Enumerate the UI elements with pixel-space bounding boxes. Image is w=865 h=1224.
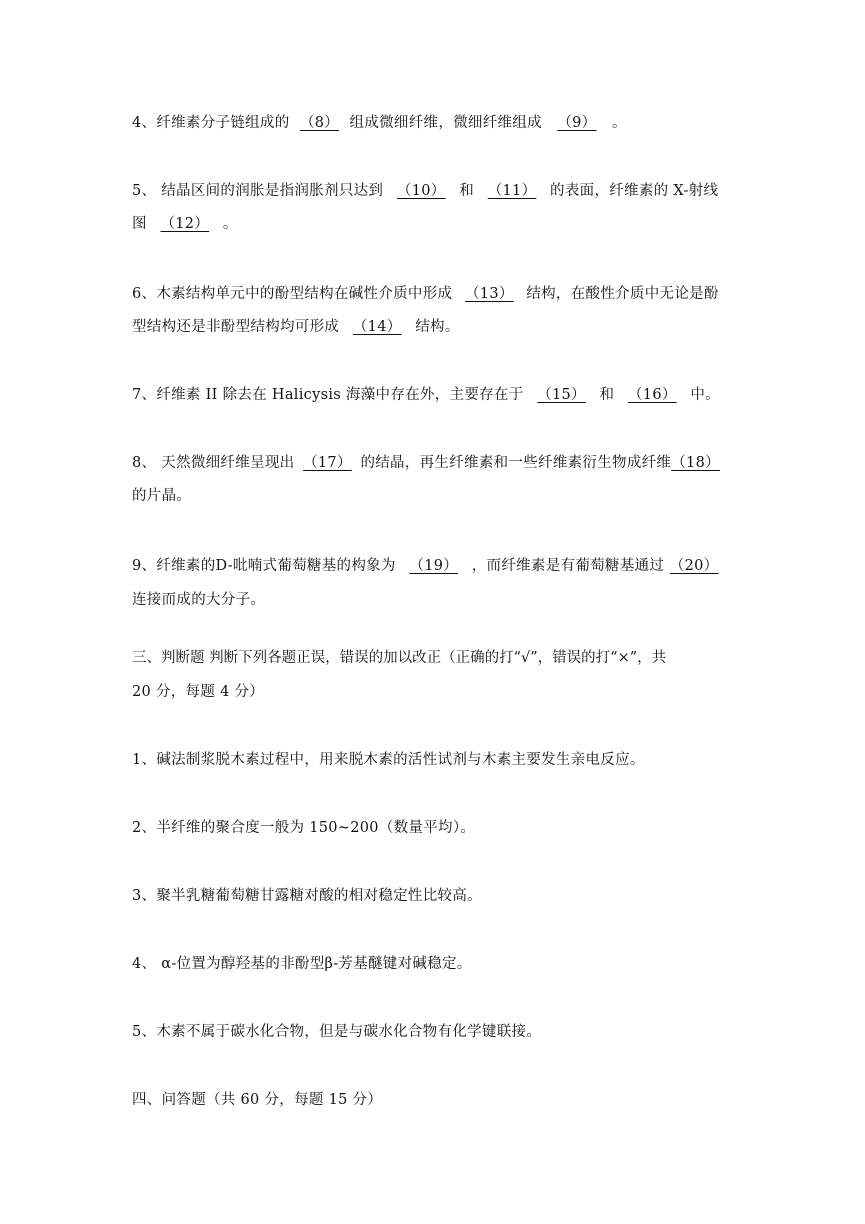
blank-15: （15） xyxy=(537,387,586,403)
blank-10: （10） xyxy=(396,183,446,199)
blank-12: （12） xyxy=(160,216,210,232)
question-6-text-3: 型结构还是非酚型结构均可形成 xyxy=(132,319,340,335)
blank-14: （14） xyxy=(352,319,402,335)
question-8-text-3: 的片晶。 xyxy=(132,488,192,504)
blank-17: （17） xyxy=(303,455,352,471)
blank-16: （16） xyxy=(628,387,677,403)
section-3-heading xyxy=(132,647,666,669)
question-6-line-2 xyxy=(132,316,460,338)
blank-20: （20） xyxy=(669,558,719,574)
judgement-item-2: 2、半纤维的聚合度一般为 150~200（数量平均）。 xyxy=(132,820,476,836)
question-8-line-1 xyxy=(132,452,719,474)
judgement-item-1: 1、碱法制浆脱木素过程中，用来脱木素的活性试剂与木素主要发生亲电反应。 xyxy=(132,752,645,768)
question-4-text-2: 组成微细纤维，微细纤维组成 xyxy=(349,115,542,131)
question-8-text-2: 的结晶，再生纤维素和一些纤维素衍生物成纤维 xyxy=(360,455,672,471)
blank-9: （9） xyxy=(557,115,597,131)
judgement-item-4: 4、 α-位置为醇羟基的非酚型β-芳基醚键对碱稳定。 xyxy=(132,956,472,972)
question-7-text-3: 中。 xyxy=(690,387,720,403)
blank-11: （11） xyxy=(487,183,537,199)
judgement-item-5: 5、木素不属于碳水化合物，但是与碳水化合物有化学键联接。 xyxy=(132,1024,542,1040)
question-7-text-2: 和 xyxy=(599,387,615,403)
question-9-text-2: ，而纤维素是有葡萄糖基通过 xyxy=(471,558,665,574)
question-8-line-2 xyxy=(132,485,191,507)
question-4 xyxy=(132,112,627,134)
question-6-text-2: 结构，在酸性介质中无论是酚 xyxy=(526,286,719,302)
question-7-text-1: 7、纤维素 II 除去在 Halicysis 海藻中存在外，主要存在于 xyxy=(132,387,524,403)
question-5-line-2 xyxy=(132,213,238,235)
question-5-text-5: 。 xyxy=(222,216,238,232)
blank-8: （8） xyxy=(299,115,340,131)
question-7 xyxy=(132,384,720,406)
question-6-text-4: 结构。 xyxy=(415,319,460,335)
question-9-text-1: 9、纤维素的D-吡喃式葡萄糖基的构象为 xyxy=(132,558,396,574)
blank-13: （13） xyxy=(465,286,514,302)
blank-18: （18） xyxy=(671,455,720,471)
question-5-text-4: 图 xyxy=(132,216,147,232)
judgement-item-3: 3、聚半乳糖葡萄糖甘露糖对酸的相对稳定性比较高。 xyxy=(132,888,482,904)
question-6-text-1: 6、木素结构单元中的酚型结构在碱性介质中形成 xyxy=(132,286,453,302)
question-9-line-1 xyxy=(132,555,724,577)
question-9-line-2 xyxy=(132,589,265,611)
question-9-text-3: 连接而成的大分子。 xyxy=(132,592,266,608)
blank-19: （19） xyxy=(409,558,459,574)
question-5-text-1: 5、 结晶区间的润胀是指润胀剂只达到 xyxy=(132,183,384,199)
question-4-text-1: 4、纤维素分子链组成的 xyxy=(132,115,290,131)
question-5-line-1 xyxy=(132,180,718,202)
section-4-heading: 四、问答题（共 60 分，每题 15 分） xyxy=(132,1092,383,1108)
section-3-heading-text: 三、判断题 判断下列各题正误，错误的加以改正（正确的打“√”，错误的打“×”，共 xyxy=(132,650,667,666)
section-3-heading-line-2 xyxy=(132,681,264,703)
section-3-heading-text-2: 20 分，每题 4 分） xyxy=(132,684,265,700)
question-5-text-3: 的表面，纤维素的 X-射线 xyxy=(550,183,719,199)
question-8-text-1: 8、 天然微细纤维呈现出 xyxy=(132,455,295,471)
question-4-text-3: 。 xyxy=(611,115,627,131)
question-5-text-2: 和 xyxy=(459,183,475,199)
question-6-line-1 xyxy=(132,283,719,305)
